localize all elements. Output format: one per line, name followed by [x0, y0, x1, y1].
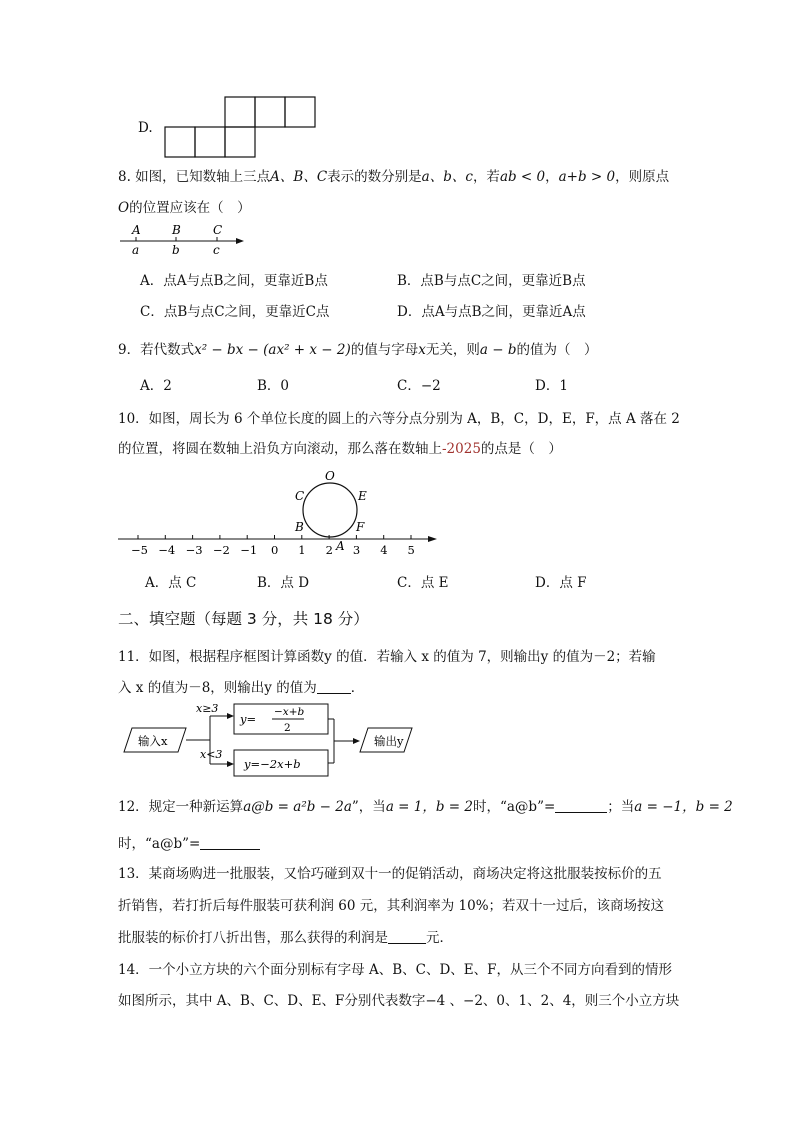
q10-tick-label: 3: [352, 543, 361, 557]
q11-stem-line2: 入 x 的值为－8，则输出y 的值为 ．: [118, 680, 365, 696]
q10-circle-number-line-figure: [115, 465, 445, 560]
q8-stem-line2: O的位置应该在（ ）: [118, 200, 251, 216]
q12-answer-blank-1[interactable]: [555, 798, 607, 813]
q8-option-a[interactable]: A．点A与点B之间，更靠近B点: [140, 273, 328, 289]
q8-option-c[interactable]: C．点B与点C之间，更靠近C点: [140, 304, 330, 320]
q11-formula-top-num: −x+b: [274, 706, 305, 718]
q10-label-F: F: [356, 520, 365, 534]
q10-option-d[interactable]: D．点 F: [535, 575, 587, 591]
q10-option-a[interactable]: A．点 C: [145, 575, 197, 591]
q10-circle: [303, 483, 357, 537]
q8-label-b: b: [172, 243, 180, 257]
q11-cond-bottom: x<3: [200, 748, 223, 761]
q10-label-B: B: [295, 520, 304, 534]
q10-tick-label: 2: [325, 543, 333, 557]
q11-cond-top: x≥3: [196, 702, 219, 715]
q11-formula-bottom: y=−2x+b: [244, 757, 301, 771]
q8-label-c: c: [213, 243, 220, 257]
section-2-heading: 二、填空题（每题 3 分，共 18 分）: [118, 610, 369, 628]
q13-stem-line1: 13．某商场购进一批服装，又恰巧碰到双十一的促销活动，商场决定将这批服装按标价的五: [118, 866, 662, 882]
q11-flowchart-figure: [122, 700, 422, 782]
q11-input-text: 输入x: [138, 734, 168, 748]
q10-stem-line2: 的位置，将圆在数轴上沿负方向滚动，那么落在数轴上-2025的点是（ ）: [118, 441, 562, 457]
q10-label-A: A: [336, 539, 345, 553]
q12-answer-blank-2[interactable]: [200, 835, 260, 850]
q10-tick-label: −1: [240, 543, 258, 557]
q12-stem-line1: 12．规定一种新运算a@b = a²b − 2a”，当a = 1，b = 2时，“a@b”= ；当a = −1，b = 2: [118, 799, 733, 815]
q9-option-c[interactable]: C．−2: [397, 378, 441, 394]
q8-label-B: B: [172, 223, 181, 237]
q11-answer-blank[interactable]: [317, 679, 351, 694]
q13-answer-blank[interactable]: [388, 929, 426, 944]
q9-option-b[interactable]: B．0: [257, 378, 290, 394]
q14-stem-line1: 14．一个小立方块的六个面分别标有字母 A、B、C、D、E、F，从三个不同方向看到的情形: [118, 962, 673, 978]
q14-stem-line2: 如图所示，其中 A、B、C、D、E、F分别代表数字−4 、−2、0、1、2、4，则三个小立方块: [118, 993, 680, 1009]
q10-tick-label: −2: [212, 543, 230, 557]
q7-cube-net-figure: [160, 95, 320, 159]
q10-tick-label: −3: [185, 543, 203, 557]
q10-option-b[interactable]: B．点 D: [257, 575, 310, 591]
q9-option-a[interactable]: A．2: [140, 378, 172, 394]
q12-stem-line2: 时，“a@b”=: [118, 832, 260, 852]
q8-label-a: a: [132, 243, 140, 257]
q10-tick-label: 5: [407, 543, 415, 557]
q9-stem: 9．若代数式x² − bx − (ax² + x − 2)的值与字母x无关，则a − b的值为（ ）: [118, 342, 598, 358]
q10-option-c[interactable]: C．点 E: [397, 575, 449, 591]
q10-label-O: O: [325, 469, 335, 483]
q8-label-A: A: [132, 223, 141, 237]
q10-tick-label: 1: [298, 543, 306, 557]
q10-tick-label: −5: [131, 543, 148, 557]
q11-formula-top-lhs: y=: [240, 712, 257, 726]
q10-label-E: E: [358, 489, 367, 503]
q11-output-text: 输出y: [374, 734, 404, 748]
q8-label-C: C: [213, 223, 223, 237]
q10-tick-label: −4: [158, 543, 176, 557]
q10-label-C: C: [295, 489, 305, 503]
q13-stem-line2: 折销售，若打折后每件服装可获利润 60 元，其利润率为 10%；若双十一过后，该商场按这: [118, 898, 665, 914]
q11-stem-line1: 11．如图，根据程序框图计算函数y 的值．若输入 x 的值为 7，则输出y 的值为－2；若输: [118, 649, 656, 665]
q13-stem-line3: 批服装的标价打八折出售，那么获得的利润是 元．: [118, 930, 453, 946]
q8-stem-line1: 8. 如图，已知数轴上三点A、B、C表示的数分别是a、b、c，若ab < 0，a+b > 0，则原点: [118, 169, 670, 185]
q7-option-d-label: D.: [138, 120, 153, 136]
q10-tick-label: 4: [380, 543, 388, 557]
q11-formula-top-den: 2: [284, 722, 291, 734]
q9-option-d[interactable]: D．1: [535, 378, 568, 394]
q8-option-b[interactable]: B．点B与点C之间，更靠近B点: [397, 273, 586, 289]
q8-number-line-figure: [118, 222, 248, 258]
q8-option-d[interactable]: D．点A与点B之间，更靠近A点: [397, 304, 586, 320]
q10-tick-label: 0: [271, 543, 279, 557]
q10-stem-line1: 10．如图，周长为 6 个单位长度的圆上的六等分点分别为 A，B，C，D，E，F，点 A 落在 2: [118, 411, 680, 427]
